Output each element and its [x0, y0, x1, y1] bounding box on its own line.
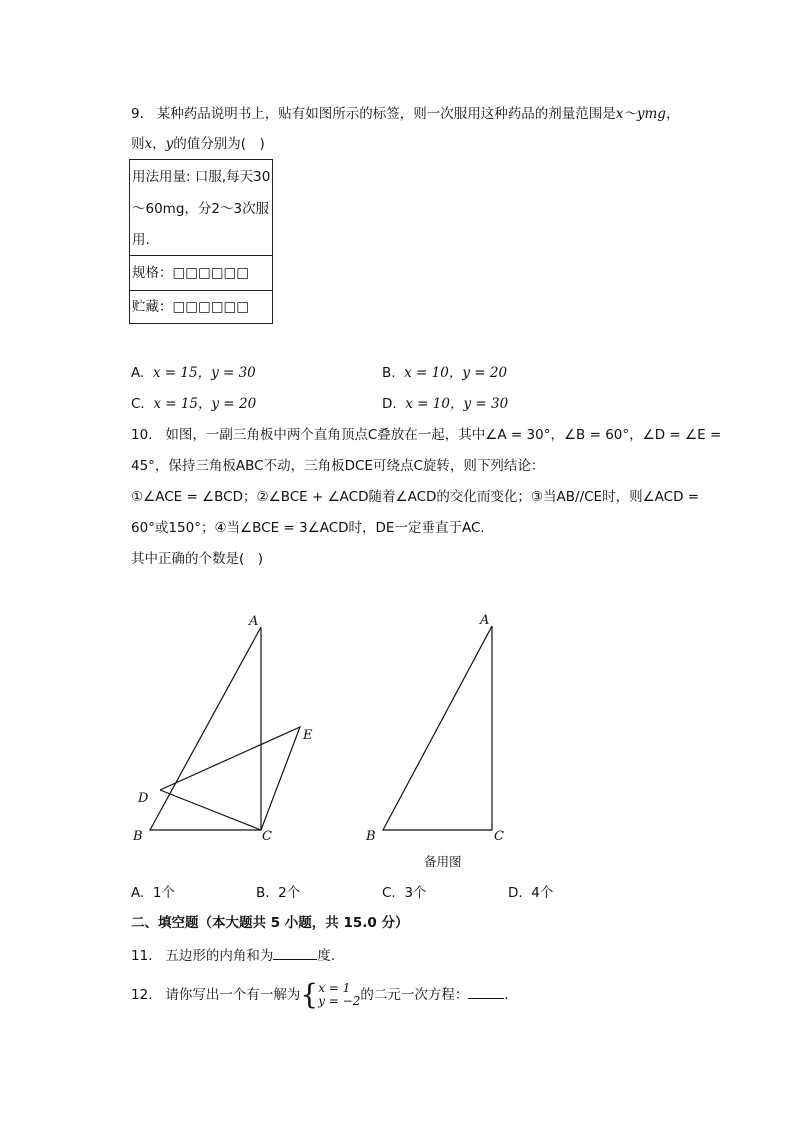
- q11-text-a: 五边形的内角和为: [165, 948, 274, 964]
- point-c-right: C: [494, 829, 504, 844]
- q9-var-x: x: [144, 136, 153, 152]
- option-key: C.: [382, 885, 396, 901]
- q11: [131, 945, 344, 966]
- option-text: x = 15，y = 20: [153, 396, 257, 412]
- label-dosage-line1: 用法用量: 口服,每天30: [132, 169, 271, 185]
- point-a-right: A: [480, 613, 490, 628]
- q9-var-y: y: [165, 136, 174, 152]
- q10-option-c[interactable]: [382, 883, 426, 903]
- triangle-abc-left: [150, 627, 261, 830]
- option-text: x = 10，y = 30: [405, 396, 509, 412]
- point-b-right: B: [366, 829, 376, 844]
- option-key: B.: [382, 365, 396, 381]
- point-b-left: B: [133, 829, 143, 844]
- q11-text-b: 度．: [317, 948, 345, 964]
- q12-text-a: 请你写出一个有一解为: [165, 987, 301, 1003]
- q10-option-a[interactable]: [131, 883, 175, 903]
- q9-sep: ，: [152, 136, 166, 152]
- equation-system: [300, 980, 360, 1010]
- option-key: C.: [131, 396, 145, 412]
- left-brace-icon: {: [300, 978, 319, 1011]
- label-dosage-line2: ～60mg，分2～3次服: [132, 201, 270, 217]
- option-key: A.: [131, 365, 145, 381]
- section-title-fill-in: 二、填空题（本大题共 5 小题，共 15.0 分）: [131, 915, 409, 931]
- q10-text-line3: ①∠ACE = ∠BCD；②∠BCE + ∠ACD随着∠ACD的交化而变化；③当AB//CE时，则∠ACD =: [131, 489, 700, 505]
- option-text: 3个: [404, 885, 427, 901]
- point-a-left: A: [249, 614, 259, 629]
- q12-text-c: ．: [504, 987, 518, 1003]
- q9-tail: ，: [665, 106, 680, 122]
- point-d-left: D: [138, 791, 149, 806]
- option-text: 4个: [531, 885, 554, 901]
- q10-option-b[interactable]: [256, 883, 300, 903]
- label-storage: 贮藏：□□□□□□: [132, 299, 250, 315]
- label-dosage-line3: 用.: [132, 232, 150, 248]
- option-key: B.: [256, 885, 270, 901]
- option-key: D.: [508, 885, 523, 901]
- q9-text-then: 则: [131, 136, 145, 152]
- q10-text-line2: 45°，保持三角板ABC不动，三角板DCE可绕点C旋转，则下列结论：: [131, 458, 545, 474]
- q9-number: 9.: [131, 106, 144, 122]
- q9-range-expr: x～ymg: [615, 106, 666, 122]
- q10-text-line1: 如图，一副三角板中两个直角顶点C叠放在一起，其中∠A = 30°，∠B = 60°，∠D = ∠E =: [165, 427, 722, 443]
- q12-answer-blank[interactable]: [468, 984, 504, 999]
- triangle-abc-right: [383, 626, 492, 830]
- q9-text-line1: 某种药品说明书上，贴有如图所示的标签，则一次服用这种药品的剂量范围是: [156, 106, 616, 122]
- q12: [131, 980, 518, 1010]
- option-text: x = 10，y = 20: [404, 365, 508, 381]
- q10-number: 10.: [131, 427, 153, 443]
- q11-answer-blank[interactable]: [273, 945, 317, 960]
- option-text: 2个: [278, 885, 301, 901]
- point-e-left: E: [303, 728, 313, 743]
- point-c-left: C: [262, 829, 272, 844]
- equation-1: x = 1: [318, 981, 351, 995]
- spare-figure-caption: 备用图: [424, 854, 462, 869]
- option-key: D.: [382, 396, 397, 412]
- triangle-dce-left: [160, 727, 300, 830]
- option-key: A.: [131, 885, 145, 901]
- q12-number: 12.: [131, 987, 153, 1003]
- equation-2: y = −2: [318, 994, 361, 1008]
- q12-text-b: 的二元一次方程：: [360, 987, 469, 1003]
- option-text: 1个: [152, 885, 175, 901]
- q11-number: 11.: [131, 948, 153, 964]
- q10-option-d[interactable]: [508, 883, 553, 903]
- label-spec: 规格：□□□□□□: [132, 265, 250, 281]
- q9-text-line2: 的值分别为( ): [173, 136, 265, 152]
- q10-text-line4: 60°或150°；④当∠BCE = 3∠ACD时，DE一定垂直于AC．: [131, 520, 494, 536]
- q10-text-line5: 其中正确的个数是( ): [131, 551, 264, 567]
- option-text: x = 15，y = 30: [152, 365, 256, 381]
